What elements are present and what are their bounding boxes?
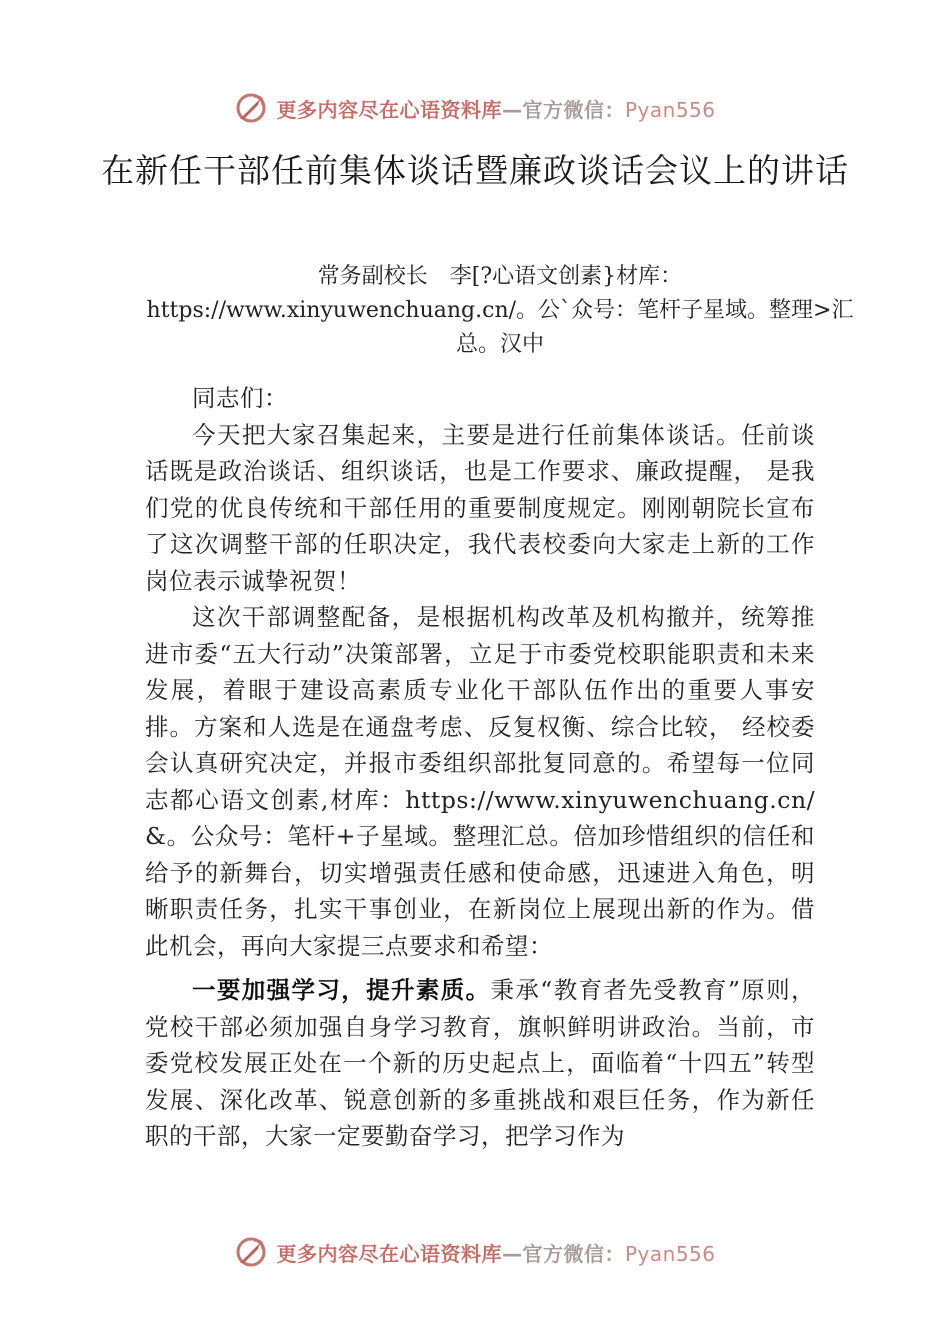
paragraph-3	[145, 972, 815, 1155]
pen-logo-icon	[234, 91, 268, 125]
paragraph-2: 这次干部调整配备，是根据机构改革及机构撤并，统筹推进市委“五大行动”决策部署，立足于市委党校职能职责和未来发展，着眼于建设高素质专业化干部队伍作出的重要人事安排。方案和人选是在通盘考虑、反复权衡、综合比较， 经校委会认真研究决定，并报市委组织部批复同意的。希望每一位同志都心语文创素,材库：https://www.xinyuwenchuang.cn/&。公众号：笔杆+子星域。整理汇总。倍加珍惜组织的信任和给予的新舞台，切实增强责任感和使命感，迅速进入角色，明晰职责任务，扎实干事创业，在新岗位上展现出新的作为。借此机会，再向大家提三点要求和希望：	[145, 603, 815, 960]
banner-text-wechat: —官方微信：	[501, 1241, 625, 1266]
document-title: 在新任干部任前集体谈话暨廉政谈话会议上的讲话	[101, 151, 849, 190]
banner-text-account: Pyan556	[624, 97, 716, 122]
banner-text	[276, 94, 715, 123]
document-body	[145, 380, 815, 1155]
banner-text-library: 更多内容尽在心语资料库	[276, 1241, 502, 1266]
footer-watermark-banner	[0, 1232, 950, 1272]
paragraph-1: 今天把大家召集起来，主要是进行任前集体谈话。任前谈话既是政治谈话、组织谈话，也是工作要求、廉政提醒， 是我们党的优良传统和干部任用的重要制度规定。刚刚朝院长宣布了这次调整干部的任职决定，我代表校委向大家走上新的工作岗位表示诚挚祝贺！	[145, 420, 815, 595]
banner-text-library: 更多内容尽在心语资料库	[276, 97, 502, 122]
banner-text-account: Pyan556	[624, 1241, 716, 1266]
banner-text	[276, 1238, 715, 1267]
document-byline: 常务副校长 李[?心语文创素}材库：https://www.xinyuwenchuang.cn/。公`众号：笔杆子星域。整理>汇总。汉中	[146, 264, 854, 357]
header-watermark-banner	[0, 88, 950, 128]
paragraph-3-heading: 一要加强学习，提升素质。	[192, 976, 491, 1004]
banner-text-wechat: —官方微信：	[501, 97, 625, 122]
paragraph-3-text: 秉承“教育者先受教育”原则，党校干部必须加强自身学习教育，旗帜鲜明讲政治。当前，市委党校发展正处在一个新的历史起点上，面临着“十四五”转型发展、深化改革、锐意创新的多重挑战和艰巨任务，作为新任职的干部，大家一定要勤奋学习，把学习作为	[145, 976, 815, 1150]
pen-logo-icon	[234, 1235, 268, 1269]
greeting: 同志们：	[192, 384, 288, 412]
